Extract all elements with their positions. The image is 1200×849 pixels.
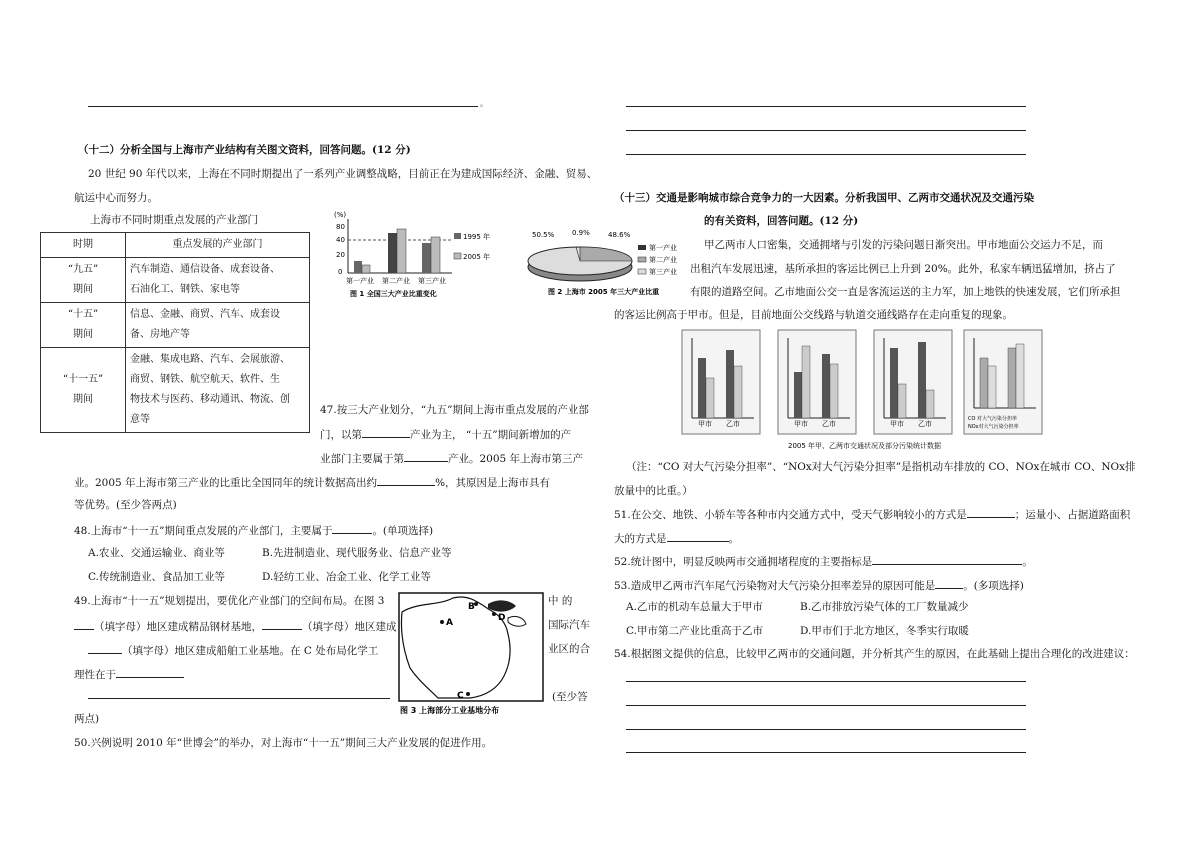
traffic-city: 乙市: [918, 420, 932, 428]
fig1-category: 第二产业: [382, 277, 410, 285]
q51-blank[interactable]: [967, 506, 1015, 518]
q13-para-line4: 的客运比例高于甲市。但是，目前地面公交线路与轨道交通线路存在走向重复的现象。: [614, 309, 1013, 321]
answer-line[interactable]: [88, 106, 478, 107]
fig1-ytick: 40: [336, 236, 345, 244]
fig2-caption: 图 2 上海市 2005 年三大产业比重: [548, 288, 660, 296]
fig2-label: 48.6%: [608, 231, 631, 239]
period-label: 期间: [73, 329, 93, 340]
q47-text: 业。2005 年上海市第三产业的比重比全国同年的统计数据高出约: [74, 477, 378, 489]
fig1-legend: 1995 年: [463, 233, 491, 241]
q47-text: 产业。2005 年上海市第三产: [448, 453, 584, 465]
traffic-city: 甲市: [698, 420, 712, 428]
fig1-ytick: 0: [338, 268, 343, 276]
figure2-pie-chart: [520, 225, 700, 300]
fig1-ylabel: (%): [334, 211, 347, 219]
period-label: “十五”: [67, 309, 99, 320]
industry-text: 物技术与医药、移动通讯、物流、创: [130, 394, 290, 405]
q54-text: 54.根据图文提供的信息，比较甲乙两市的交通问题，并分析其产生的原因，在此基础上提出合理化的改进建议：: [614, 648, 1135, 660]
fig1-bar: [431, 237, 440, 273]
figure1-bar-chart: [330, 207, 505, 302]
traffic-city: 甲市: [890, 420, 904, 428]
q49-line3b: 业区的合: [548, 643, 590, 655]
q53-line: [614, 577, 1024, 593]
industry-table: [40, 232, 310, 433]
q49-line1a: 49.上海市“十一五”规划提出，要优化产业部门的空间布局。在图 3: [74, 595, 385, 607]
q50-text: 50.兴例说明 2010 年“世博会”的举办，对上海市“十一五”期间三大产业发展的促进作用。: [74, 737, 493, 749]
q48-option-d: D.轻纺工业、冶金工业、化学工业等: [262, 571, 431, 583]
fig1-caption: 图 1 全国三大产业比重变化: [350, 290, 437, 298]
q52-text: 。: [1022, 556, 1033, 568]
industry-text: 备、房地产等: [130, 329, 190, 340]
q49-blank[interactable]: [88, 642, 122, 654]
answer-line[interactable]: [626, 106, 1026, 107]
q48-line: [74, 522, 433, 538]
traffic-city: 乙市: [822, 420, 836, 428]
q49-line6: 两点): [74, 713, 100, 725]
q48-option-a: A.农业、交通运输业、商业等: [88, 547, 225, 559]
fig1-bar: [354, 261, 362, 273]
traffic-bar: [988, 366, 996, 408]
traffic-chart-1: [682, 330, 760, 434]
q52-line: [614, 553, 1033, 569]
q49-line3: [88, 642, 378, 658]
q49-blank[interactable]: [74, 618, 94, 630]
q51-text: 大的方式是: [614, 533, 667, 545]
fig1-bar: [422, 243, 431, 273]
industry-text: 汽车制造、通信设备、成套设备、: [130, 264, 280, 275]
period-label: 期间: [73, 394, 93, 405]
q47-line1: 47.按三大产业划分，“九五”期间上海市重点发展的产业部: [320, 404, 589, 416]
traffic-bar: [1016, 344, 1024, 408]
traffic-city: 乙市: [726, 420, 740, 428]
fig3-point-d: D: [498, 613, 506, 623]
period-label: “十一五”: [62, 374, 104, 385]
q49-text: （填字母）地区建成船舶工业基地。在 C 处布局化学工: [122, 645, 379, 657]
table-row: [41, 258, 310, 303]
traffic-bar: [890, 348, 898, 418]
q13-title: （十三）交通是影响城市综合竞争力的一大因素。分析我国甲、乙两市交通状况及交通污染: [614, 192, 1034, 204]
traffic-bar: [926, 390, 934, 418]
q52-text: 52.统计图中，明显反映两市交通拥堵程度的主要指标是: [614, 556, 873, 568]
q47-line4: [74, 474, 550, 490]
traffic-legend: CO 对大气污染分担率: [968, 416, 1018, 422]
industry-text: 石油化工、钢铁、家电等: [130, 284, 240, 295]
fig1-category: 第一产业: [346, 277, 374, 285]
traffic-bar: [1008, 348, 1016, 408]
q48-text: 。(单项选择): [372, 525, 434, 537]
q53-text: 。(多项选择): [963, 580, 1024, 592]
q49-blank[interactable]: [116, 666, 184, 678]
traffic-bar: [794, 372, 802, 418]
answer-line[interactable]: [626, 681, 1026, 682]
fig1-bar: [362, 265, 370, 273]
period-label: 期间: [73, 284, 93, 295]
q53-option-b: B.乙市排放污染气体的工厂数量减少: [800, 601, 969, 613]
q47-text: 门，以第: [320, 429, 362, 441]
table-head-industries: 重点发展的产业部门: [126, 233, 310, 258]
q51-line2: [614, 530, 739, 546]
period-label: “九五”: [67, 264, 99, 275]
answer-line[interactable]: [626, 705, 1026, 706]
q53-option-d: D.甲市们于北方地区，冬季实行取暖: [800, 625, 969, 637]
traffic-bar: [802, 346, 810, 418]
q48-text: 48.上海市“十一五”期间重点发展的产业部门，主要属于: [74, 525, 333, 537]
q12-intro-line1: 20 世纪 90 年代以来，上海在不同时期提出了一系列产业调整战略，目前正在为建成国际经济、金融、贸易、: [88, 168, 598, 180]
table-head-period: 时期: [41, 233, 126, 258]
traffic-bar: [822, 354, 830, 418]
q49-text: （填字母）地区建成精品钢材基地，: [94, 621, 262, 633]
traffic-caption: 2005 年甲、乙两市交通状况及部分污染统计数据: [788, 442, 942, 450]
answer-line[interactable]: [626, 752, 1026, 753]
fig1-ytick: 20: [336, 251, 345, 259]
fig3-point-c: C: [457, 691, 464, 701]
q49-blank[interactable]: [262, 618, 302, 630]
industry-text: 意等: [130, 414, 150, 425]
answer-line[interactable]: [626, 729, 1026, 730]
fig2-legend: 第三产业: [649, 268, 677, 276]
industry-text: 信息、金融、商贸、汽车、成套设: [130, 309, 280, 320]
q47-text: 产业为主， “十五”期间新增加的产: [410, 429, 572, 441]
industry-text: 商贸、钢铁、航空航天、软件、生: [130, 374, 280, 385]
traffic-bar: [918, 342, 926, 418]
fig3-point-a: A: [446, 618, 453, 628]
traffic-bar: [726, 350, 734, 418]
traffic-bar: [734, 366, 742, 418]
fig3-caption: 图 3 上海部分工业基地分布: [400, 706, 500, 715]
traffic-legend: NOx对大气污染分担率: [968, 424, 1019, 430]
q47-text: 业部门主要属于第: [320, 453, 404, 465]
q13-para-line1: 甲乙两市人口密集，交通拥堵与引发的污染问题日渐突出。甲市地面公交运力不足，而: [704, 239, 1103, 251]
q49-line2c: 国际汽车: [548, 619, 590, 631]
traffic-bar: [698, 358, 706, 418]
q53-text: 53.造成甲乙两市汽车尾气污染物对大气污染分担率差异的原因可能是: [614, 580, 936, 592]
q47-blank[interactable]: [377, 474, 435, 486]
q47-text: %，其原因是上海市具有: [435, 477, 551, 489]
traffic-bar: [706, 378, 714, 418]
q13-note-line2: 放量中的比重。）: [614, 485, 693, 497]
q52-blank[interactable]: [872, 553, 1022, 565]
q51-text: ；运量小、占据道路面积: [1014, 509, 1131, 521]
q53-option-a: A.乙市的机动车总量大于甲市: [626, 601, 763, 613]
q47-line2: [320, 426, 571, 442]
q49-text: （填字母）地区建成: [302, 621, 397, 633]
q13-para-line3: 有限的道路空间。乙市地面公交一直是客流运送的主力军，加上地铁的快速发展，它们所承担: [690, 286, 1121, 298]
fig1-bar: [388, 233, 397, 273]
fig1-ytick: 80: [336, 223, 345, 231]
q12-title: （十二）分析全国与上海市产业结构有关图文资料，回答问题。(12 分): [78, 144, 411, 156]
traffic-bar: [980, 358, 988, 408]
q49-line5-end: (至少答: [552, 691, 588, 703]
fig1-legend: 2005 年: [463, 253, 491, 261]
traffic-bar: [830, 364, 838, 418]
q51-text: 51.在公交、地铁、小轿车等各种市内交通方式中，受天气影响较小的方式是: [614, 509, 967, 521]
answer-line[interactable]: [626, 154, 1026, 155]
traffic-city: 甲市: [794, 420, 808, 428]
q47-blank[interactable]: [362, 426, 410, 438]
q51-line1: [614, 506, 1130, 522]
q13-title-cont: 的有关资料，回答问题。(12 分): [704, 215, 859, 227]
figure3-map: [398, 592, 544, 718]
industry-text: 金融、集成电路、汽车、会展旅游、: [130, 354, 290, 365]
q49-text: 理性在于: [74, 669, 116, 681]
traffic-chart-4: [964, 330, 1042, 434]
fig1-category: 第三产业: [418, 277, 446, 285]
traffic-bar: [898, 384, 906, 418]
fig2-legend: 第二产业: [649, 256, 677, 264]
q51-text: 。: [728, 533, 739, 545]
traffic-chart-3: [874, 330, 952, 434]
fig1-bar: [397, 229, 406, 273]
fig2-label: 0.9%: [572, 229, 590, 237]
answer-line-end: 。: [480, 99, 488, 108]
fig2-legend: 第一产业: [649, 244, 677, 252]
q49-line2: [74, 618, 397, 634]
q47-blank[interactable]: [404, 450, 448, 462]
q48-blank[interactable]: [332, 522, 372, 534]
q49-line1b: 中 的: [548, 595, 573, 607]
table-row: [41, 303, 310, 348]
q49-line4: [74, 666, 184, 682]
q53-option-c: C.甲市第二产业比重高于乙市: [626, 625, 763, 637]
q51-blank[interactable]: [667, 530, 729, 542]
q49-answer-line[interactable]: [88, 698, 390, 699]
q13-para-line2: 出租汽车发展迅速，基所承担的客运比例已上升到 20%。此外，私家车辆迅猛增加，挤占了: [690, 263, 1116, 275]
q47-line5: 等优势。(至少答两点): [74, 499, 177, 511]
table-caption: 上海市不同时期重点发展的产业部门: [90, 214, 258, 226]
table-row: [41, 348, 310, 433]
q47-line3: [320, 450, 583, 466]
q53-blank[interactable]: [935, 577, 963, 589]
traffic-charts: [680, 328, 1060, 453]
fig3-point-b: B: [468, 602, 475, 612]
q48-option-b: B.先进制造业、现代服务业、信息产业等: [262, 547, 452, 559]
q13-note-line1: （注：“CO 对大气污染分担率”、“NOx对大气污染分担率”是指机动车排放的 CO、NOx在城市 CO、NOx排: [626, 461, 1136, 473]
q48-option-c: C.传统制造业、食品加工业等: [88, 571, 225, 583]
traffic-chart-2: [778, 330, 856, 434]
fig2-label: 50.5%: [532, 231, 555, 239]
q12-intro-line2: 航运中心而努力。: [74, 192, 158, 204]
answer-line[interactable]: [626, 130, 1026, 131]
